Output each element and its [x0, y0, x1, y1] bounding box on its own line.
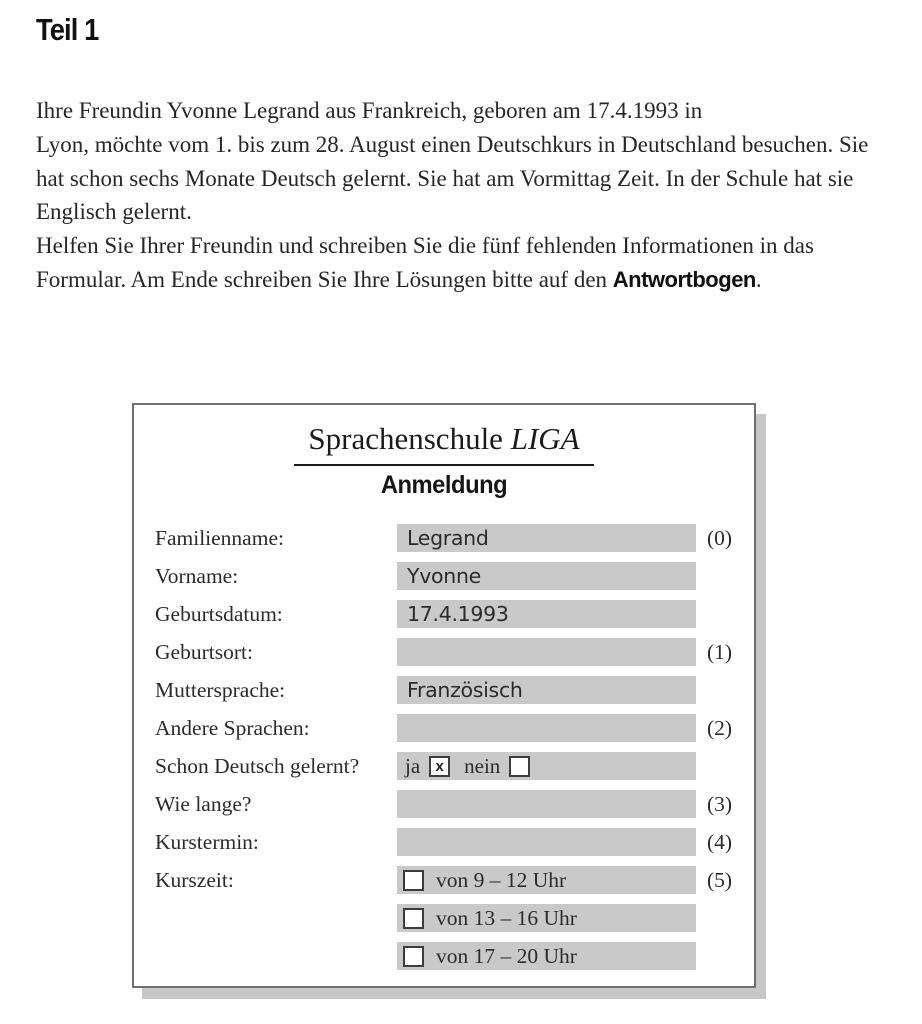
page-title: Teil 1	[36, 12, 99, 47]
form-rows	[134, 524, 754, 970]
ja-checkbox[interactable]	[429, 756, 450, 777]
row-kurszeit-3	[134, 942, 754, 970]
andere-sprachen-label: Andere Sprachen:	[155, 715, 310, 740]
row-muttersprache	[134, 676, 754, 704]
ja-checkbox-mark: x	[435, 757, 444, 775]
row-vorname	[134, 562, 754, 590]
item-number-4: (4)	[707, 829, 733, 854]
familienname-field[interactable]: Legrand	[397, 524, 696, 552]
row-andere-sprachen	[134, 714, 754, 742]
instruction-line: hat schon sechs Monate Deutsch gelernt. Sie hat am Vormittag Zeit. In der Schule hat sie	[36, 165, 854, 191]
item-number-3: (3)	[707, 791, 733, 816]
instruction-paragraph	[36, 94, 922, 297]
row-kurszeit-1	[134, 866, 754, 894]
kurszeit-option-2-text: von 13 – 16 Uhr	[436, 905, 577, 930]
row-geburtsort	[134, 638, 754, 666]
andere-sprachen-field[interactable]	[397, 714, 696, 742]
anmeldung-form-box	[132, 403, 756, 988]
row-kurszeit-2	[134, 904, 754, 932]
kurszeit-option-3	[397, 942, 696, 970]
kurszeit-checkbox-2[interactable]	[403, 908, 424, 929]
item-number-0: (0)	[707, 525, 733, 550]
school-name-liga: LIGA	[510, 421, 580, 456]
kurszeit-checkbox-1[interactable]	[403, 870, 424, 891]
muttersprache-label: Muttersprache:	[155, 677, 286, 702]
instruction-line: Englisch gelernt.	[36, 199, 192, 225]
item-number-2: (2)	[707, 715, 733, 740]
instruction-line: Helfen Sie Ihrer Freundin und schreiben Sie die fünf fehlenden Informationen in das	[36, 233, 814, 259]
row-familienname	[134, 524, 754, 552]
kurszeit-option-1-text: von 9 – 12 Uhr	[436, 867, 567, 892]
instruction-line: Formular. Am Ende schreiben Sie Ihre Lösungen bitte auf den Antwortbogen.	[36, 266, 762, 292]
kurszeit-option-1	[397, 866, 696, 894]
school-name-title: Sprachenschule LIGA	[294, 421, 593, 466]
geburtsort-field[interactable]	[397, 638, 696, 666]
familienname-label: Familienname:	[155, 525, 284, 550]
nein-checkbox[interactable]	[509, 756, 530, 777]
row-schon-deutsch	[134, 752, 754, 780]
geburtsort-label: Geburtsort:	[155, 639, 253, 664]
item-number-1: (1)	[707, 639, 733, 664]
wie-lange-field[interactable]	[397, 790, 696, 818]
kurszeit-option-2	[397, 904, 696, 932]
form-subtitle: Anmeldung	[380, 471, 508, 499]
schon-deutsch-label: Schon Deutsch gelernt?	[155, 753, 360, 778]
form-header	[134, 405, 754, 500]
kurszeit-label: Kurszeit:	[155, 867, 234, 892]
row-wie-lange	[134, 790, 754, 818]
kurszeit-option-3-text: von 17 – 20 Uhr	[436, 943, 577, 968]
ja-label: ja	[405, 753, 421, 778]
nein-label: nein	[464, 753, 501, 778]
kurszeit-checkbox-3[interactable]	[403, 946, 424, 967]
row-geburtsdatum	[134, 600, 754, 628]
row-kurstermin	[134, 828, 754, 856]
item-number-5: (5)	[707, 867, 733, 892]
vorname-label: Vorname:	[155, 563, 239, 588]
muttersprache-field[interactable]: Französisch	[397, 676, 696, 704]
geburtsdatum-label: Geburtsdatum:	[155, 601, 283, 626]
instruction-line: Ihre Freundin Yvonne Legrand aus Frankreich, geboren am 17.4.1993 in	[36, 98, 703, 123]
instruction-line: Lyon, möchte vom 1. bis zum 28. August einen Deutschkurs in Deutschland besuchen. Sie	[36, 131, 869, 157]
deutsch-gelernt-field	[397, 752, 696, 780]
kurstermin-label: Kurstermin:	[155, 829, 259, 854]
kurstermin-field[interactable]	[397, 828, 696, 856]
geburtsdatum-field[interactable]: 17.4.1993	[397, 600, 696, 628]
antwortbogen-bold: Antwortbogen	[612, 266, 756, 292]
wie-lange-label: Wie lange?	[155, 791, 252, 816]
vorname-field[interactable]: Yvonne	[397, 562, 696, 590]
